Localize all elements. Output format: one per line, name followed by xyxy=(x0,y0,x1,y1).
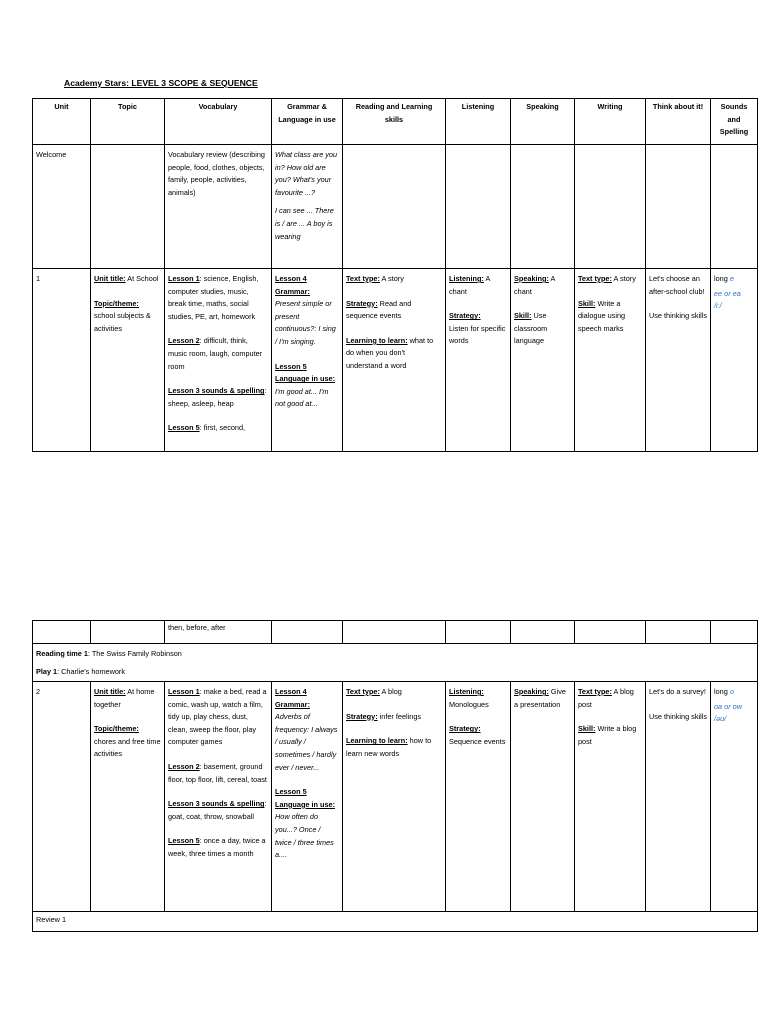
unit-1-vocabulary xyxy=(165,269,272,452)
grammar-lesson-4-text: Adverbs of frequency: I always / usually / sometimes / hardly ever / never... xyxy=(275,712,338,772)
unit-title-label: Unit title: xyxy=(94,274,126,283)
header-sounds: Sounds and Spelling xyxy=(711,99,758,145)
unit-2-number: 2 xyxy=(33,682,91,912)
header-writing: Writing xyxy=(575,99,646,145)
vocab-lesson-label: Lesson 3 sounds & spelling xyxy=(168,386,265,396)
unit-1-grammar xyxy=(272,269,343,452)
reading-time-cell xyxy=(33,644,758,682)
listening-label: Listening: xyxy=(449,274,484,283)
strategy-text: infer feelings xyxy=(377,711,422,721)
unit-2-think xyxy=(646,682,711,912)
continuation-speaking xyxy=(511,621,575,644)
continuation-sounds xyxy=(711,621,758,644)
learning-to-learn-text: what to do when you don't understand a word xyxy=(346,335,434,370)
vocab-lesson-label: Lesson 3 sounds & spelling xyxy=(168,799,265,809)
vocab-lesson-label: Lesson 2 xyxy=(168,761,200,771)
topic-theme-label: Topic/theme: xyxy=(94,724,139,734)
unit-title-label: Unit title: xyxy=(94,687,126,696)
listening-strategy-label: Strategy: xyxy=(449,724,481,734)
header-topic: Topic xyxy=(91,99,165,145)
welcome-unit: Welcome xyxy=(33,145,91,269)
scope-table-page-2 xyxy=(32,620,758,932)
welcome-writing xyxy=(575,145,646,269)
think-skill: Use thinking skills xyxy=(649,711,707,721)
grammar-lesson-5-text: How often do you...? Once / twice / three times a.... xyxy=(275,812,334,860)
learning-to-learn-label: Learning to learn: xyxy=(346,736,408,746)
header-think: Think about it! xyxy=(646,99,711,145)
reading-time-row xyxy=(33,644,758,682)
unit-1-think xyxy=(646,269,711,452)
grammar-lesson-4-text: Present simple or present continuous?: I sing / I'm singing. xyxy=(275,299,336,346)
speaking-text: Give a presentation xyxy=(514,687,566,709)
speaking-text: A chant xyxy=(514,274,555,296)
vocab-lesson-text: : goat, coat, throw, snowball xyxy=(168,799,267,821)
speaking-skill: Use classroom language xyxy=(514,311,548,346)
welcome-grammar-statements: I can see ... There is / are ... A boy is wearing xyxy=(275,206,334,241)
header-listening: Listening xyxy=(446,99,511,145)
header-reading: Reading and Learning skills xyxy=(343,99,446,145)
welcome-listening xyxy=(446,145,511,269)
vocab-lesson-label: Lesson 5 xyxy=(168,423,200,433)
unit-2-listening xyxy=(446,682,511,912)
unit-1-row xyxy=(33,269,758,452)
text-type: A story xyxy=(379,274,404,283)
speaking-label: Speaking: xyxy=(514,274,549,283)
vocab-lesson-text: : difficult, think, music room, laugh, computer room xyxy=(168,336,263,371)
strategy-text: Read and sequence events xyxy=(346,298,412,321)
review-cell: Review 1 xyxy=(33,912,758,932)
continuation-listening xyxy=(446,621,511,644)
header-unit: Unit xyxy=(33,99,91,145)
unit-2-grammar xyxy=(272,682,343,912)
reading-time-label: Reading time 1 xyxy=(36,649,88,658)
learning-to-learn-label: Learning to learn: xyxy=(346,335,408,345)
review-row xyxy=(33,912,758,932)
topic-theme: chores and free time activities xyxy=(94,736,161,759)
unit-2-topic xyxy=(91,682,165,912)
welcome-grammar-questions: What class are you in? How old are you? What's your favourite ...? xyxy=(275,150,338,197)
sound-spelling: ee or ea xyxy=(714,288,741,298)
sound-spelling: oa or ow xyxy=(714,701,742,711)
continuation-row xyxy=(33,621,758,644)
continuation-unit xyxy=(33,621,91,644)
sound-prefix: long xyxy=(714,274,730,283)
strategy-label: Strategy: xyxy=(346,298,378,308)
think-activity: Let's choose an after-school club! xyxy=(649,274,705,296)
header-vocabulary: Vocabulary xyxy=(165,99,272,145)
unit-title: At School xyxy=(125,274,159,283)
unit-2-row xyxy=(33,682,758,912)
topic-theme-label: Topic/theme: xyxy=(94,298,139,308)
grammar-lesson-4-label: Lesson 4 Grammar: xyxy=(275,274,310,296)
continuation-reading xyxy=(343,621,446,644)
welcome-think xyxy=(646,145,711,269)
welcome-speaking xyxy=(511,145,575,269)
writing-type: A story xyxy=(611,274,636,283)
continuation-grammar xyxy=(272,621,343,644)
writing-type-label: Text type: xyxy=(578,687,612,696)
writing-skill: Write a blog post xyxy=(578,724,637,746)
writing-skill: Write a dialogue using speech marks xyxy=(578,298,626,333)
unit-1-number: 1 xyxy=(33,269,91,452)
unit-1-writing xyxy=(575,269,646,452)
vocab-lesson-label: Lesson 2 xyxy=(168,336,200,346)
unit-2-speaking xyxy=(511,682,575,912)
unit-1-sounds xyxy=(711,269,758,452)
speaking-skill-label: Skill: xyxy=(514,311,532,321)
vocab-lesson-text: : science, English, computer studies, music, break time, maths, social studies, PE, art, homework xyxy=(168,274,259,321)
unit-1-topic xyxy=(91,269,165,452)
think-activity: Let's do a survey! xyxy=(649,687,706,696)
continuation-think xyxy=(646,621,711,644)
vocab-lesson-label: Lesson 1 xyxy=(168,274,200,283)
listening-text: Monologues xyxy=(449,699,489,709)
topic-theme: school subjects & activities xyxy=(94,311,151,333)
writing-type: A blog post xyxy=(578,687,634,709)
unit-1-speaking xyxy=(511,269,575,452)
listening-label: Listening: xyxy=(449,687,484,696)
play-text: : Charlie's homework xyxy=(57,666,126,676)
listening-strategy: Listen for specific words xyxy=(449,323,506,346)
unit-1-reading xyxy=(343,269,446,452)
writing-type-label: Text type: xyxy=(578,274,612,283)
sound-letter: o xyxy=(729,687,734,696)
vocab-lesson-text: : basement, ground floor, top floor, lift, cereal, toast xyxy=(168,761,267,784)
grammar-lesson-5-text: I'm good at... I'm not good at... xyxy=(275,386,329,409)
play-label: Play 1 xyxy=(36,666,58,676)
text-type-label: Text type: xyxy=(346,274,380,283)
vocab-lesson-text: : once a day, twice a week, three times a month xyxy=(168,836,266,858)
writing-skill-label: Skill: xyxy=(578,298,596,308)
vocab-lesson-text: : make a bed, read a comic, wash up, watch a film, tidy up, play chess, dust, clean, sweep the floor, play computer games xyxy=(168,687,267,747)
sound-prefix: long xyxy=(714,687,730,696)
welcome-vocabulary: Vocabulary review (describing people, food, clothes, objects, family, people, activities, animals) xyxy=(165,145,272,269)
unit-2-sounds xyxy=(711,682,758,912)
vocab-lesson-label: Lesson 1 xyxy=(168,687,200,696)
listening-strategy: Sequence events xyxy=(449,736,506,746)
grammar-lesson-4-label: Lesson 4 Grammar: xyxy=(275,687,310,709)
welcome-sounds xyxy=(711,145,758,269)
continuation-topic xyxy=(91,621,165,644)
scope-table-page-1 xyxy=(32,98,758,452)
vocab-lesson-text: : first, second, xyxy=(199,423,246,433)
listening-text: A chant xyxy=(449,274,490,296)
document-title: Academy Stars: LEVEL 3 SCOPE & SEQUENCE xyxy=(64,78,258,88)
continuation-writing xyxy=(575,621,646,644)
header-grammar: Grammar & Language in use xyxy=(272,99,343,145)
text-type-label: Text type: xyxy=(346,687,380,696)
sound-ipa: /əʊ/ xyxy=(714,714,727,724)
welcome-grammar xyxy=(272,145,343,269)
header-speaking: Speaking xyxy=(511,99,575,145)
unit-2-reading xyxy=(343,682,446,912)
vocab-lesson-label: Lesson 5 xyxy=(168,836,200,846)
grammar-lesson-5-label: Lesson 5 Language in use: xyxy=(275,361,336,384)
unit-title: At home together xyxy=(94,687,155,709)
strategy-label: Strategy: xyxy=(346,711,378,721)
unit-1-listening xyxy=(446,269,511,452)
speaking-label: Speaking: xyxy=(514,687,549,696)
writing-skill-label: Skill: xyxy=(578,724,596,734)
header-row xyxy=(33,99,758,145)
vocab-lesson-text: : sheep, asleep, heap xyxy=(168,386,267,408)
sound-letter: e xyxy=(729,274,734,283)
welcome-reading xyxy=(343,145,446,269)
unit-2-writing xyxy=(575,682,646,912)
continuation-vocabulary: then, before, after xyxy=(165,621,272,644)
welcome-topic xyxy=(91,145,165,269)
listening-strategy-label: Strategy: xyxy=(449,311,481,321)
grammar-lesson-5-label: Lesson 5 Language in use: xyxy=(275,787,336,809)
learning-to-learn-text: how to learn new words xyxy=(346,736,432,758)
sound-ipa: /iː/ xyxy=(714,301,722,311)
unit-2-vocabulary xyxy=(165,682,272,912)
welcome-row xyxy=(33,145,758,269)
reading-time-text: : The Swiss Family Robinson xyxy=(87,649,182,658)
text-type: A blog xyxy=(379,687,402,696)
think-skill: Use thinking skills xyxy=(649,311,707,321)
